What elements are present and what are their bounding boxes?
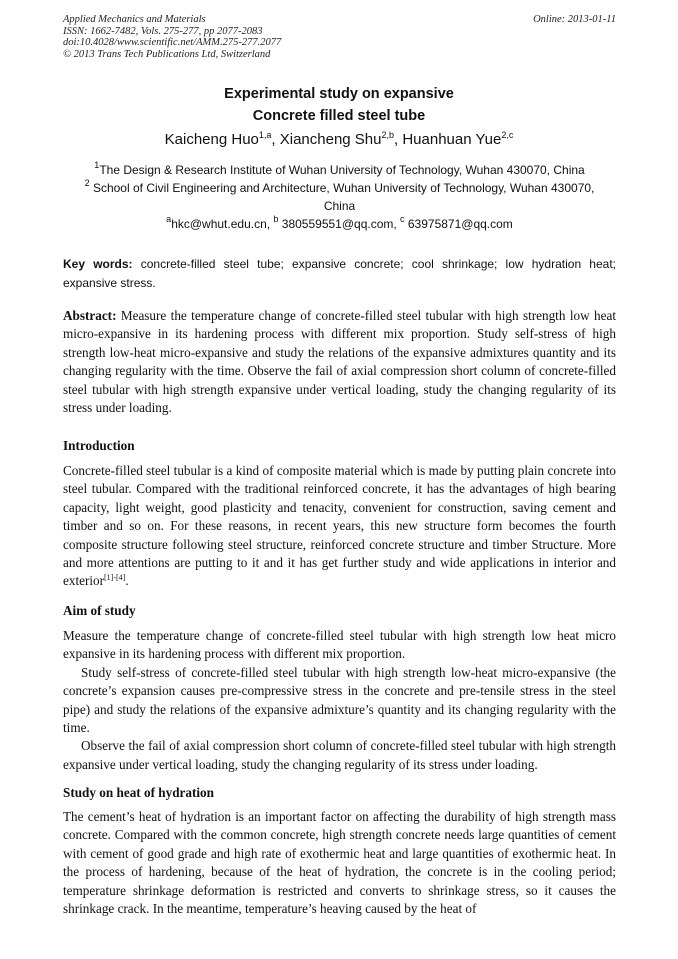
author-name: Kaicheng Huo xyxy=(164,131,259,148)
email-mark: b xyxy=(273,214,279,224)
hydration-paragraph: The cement’s heat of hydration is an important factor on affecting the durability of high strength mass concrete. Compared with the common concrete, high strength concrete needs large quantities of cement with cement of good grade and high rate of exothermic heat and large quantities of exothermic heat. In the process of hardening, because of the heat of hydration, the concrete is in the cooling period; temperature shrinkage deformation is restricted and converts to shrinkage stress, so it causes the shrinkage crack. In the meantime, temperature’s heaving caused by the heat of xyxy=(63,809,616,917)
issn-line: ISSN: 1662-7482, Vols. 275-277, pp 2077-2083 xyxy=(63,25,263,37)
email-address: 63975871@qq.com xyxy=(404,217,513,231)
affiliation-text: The Design & Research Institute of Wuhan University of Technology, Wuhan 430070, China xyxy=(99,163,585,177)
doi-line: doi:10.4028/www.scientific.net/AMM.275-277.2077 xyxy=(63,37,282,48)
section-heading-introduction: Introduction xyxy=(63,438,135,453)
affiliation-mark: 2 xyxy=(84,178,90,188)
author-separator: , xyxy=(394,131,403,148)
aim-paragraph-2: Study self-stress of concrete-filled steel tubular with high strength low-heat micro-expansive (the concrete’s expansion causes pre-compressive stress in the concrete and pre-tensile stress in the steel pipe) and study the relations of the expansive admixture’s quantity and its changing regularity with the time. xyxy=(63,664,616,736)
author-affiliation-mark: 2,b xyxy=(381,130,394,140)
abstract-label: Abstract: xyxy=(63,308,117,323)
affiliation-mark: 1 xyxy=(94,160,100,170)
affiliation-text: School of Civil Engineering and Architecture, Wuhan University of Technology, Wuhan 430070, xyxy=(89,181,595,195)
paper-title-line1: Experimental study on expansive xyxy=(224,86,454,102)
abstract-text: Measure the temperature change of concrete-filled steel tubular with high strength low heat micro-expansive in its hardening process with different mix proportion. Study self-stress of high strength low-heat micro-expansive and study the relations of the expansive admixtures quantity and its changing regularity with the time. Observe the fail of axial compression short column of concrete-filled steel tubular with high strength expansive under vertical loading, study the changing regularity of its stress under loading. xyxy=(63,308,616,416)
copyright-line: © 2013 Trans Tech Publications Ltd, Switzerland xyxy=(63,48,271,60)
author-separator: , xyxy=(271,131,280,148)
aim-paragraph-1: Measure the temperature change of concrete-filled steel tubular with high strength low heat micro expansive in its hardening process with different mix proportion. xyxy=(63,628,616,662)
email-mark: a xyxy=(166,214,172,224)
keywords xyxy=(63,255,616,293)
affiliation-2-country: China xyxy=(323,199,356,213)
keywords-label: Key words: xyxy=(63,257,133,271)
author-affiliation-mark: 1,a xyxy=(258,130,272,140)
affiliation-2 xyxy=(63,179,616,198)
online-date: Online: 2013-01-11 xyxy=(533,14,616,25)
email-line xyxy=(63,215,616,234)
email-address: 380559551@qq.com, xyxy=(278,217,401,231)
author-name: Huanhuan Yue xyxy=(402,131,502,148)
affiliation-1 xyxy=(63,161,616,180)
keywords-text: concrete-filled steel tube; expansive concrete; cool shrinkage; low hydration heat; expansive stress. xyxy=(63,257,616,290)
aim-paragraph-3: Observe the fail of axial compression short column of concrete-filled steel tubular with high strength expansive under vertical loading, study the changing regularity of its stress under loading. xyxy=(63,738,616,772)
email-address: hkc@whut.edu.cn, xyxy=(171,217,274,231)
introduction-text: Concrete-filled steel tubular is a kind of composite material which is made by putting plain concrete into steel tubular. Compared with the traditional reinforced concrete, it has the advantages of high bearing capacity, light weight, good plasticity and tenacity, convenient for construction, saving cement and timber and so on. For these reasons, in recent years, this new structure form becomes the fourth composite structure following steel structure, reinforced concrete structure and timber Structure. More and more attentions are putting to it and it has get further study and wide applications in interior and exterior xyxy=(63,463,616,589)
section-heading-hydration: Study on heat of hydration xyxy=(63,785,214,800)
journal-header xyxy=(63,14,616,60)
aim-section xyxy=(63,627,616,774)
section-heading-aim: Aim of study xyxy=(63,603,136,618)
introduction-end: . xyxy=(125,573,129,589)
author-affiliation-mark: 2,c xyxy=(501,130,514,140)
introduction-paragraph xyxy=(63,462,616,591)
journal-name: Applied Mechanics and Materials xyxy=(63,14,206,25)
reference-citation: [1]-[4] xyxy=(104,573,126,583)
abstract xyxy=(63,307,616,417)
author-name: Xiancheng Shu xyxy=(279,131,382,148)
email-mark: c xyxy=(400,214,405,224)
author-list xyxy=(0,131,678,148)
paper-title-line2: Concrete filled steel tube xyxy=(252,108,426,124)
